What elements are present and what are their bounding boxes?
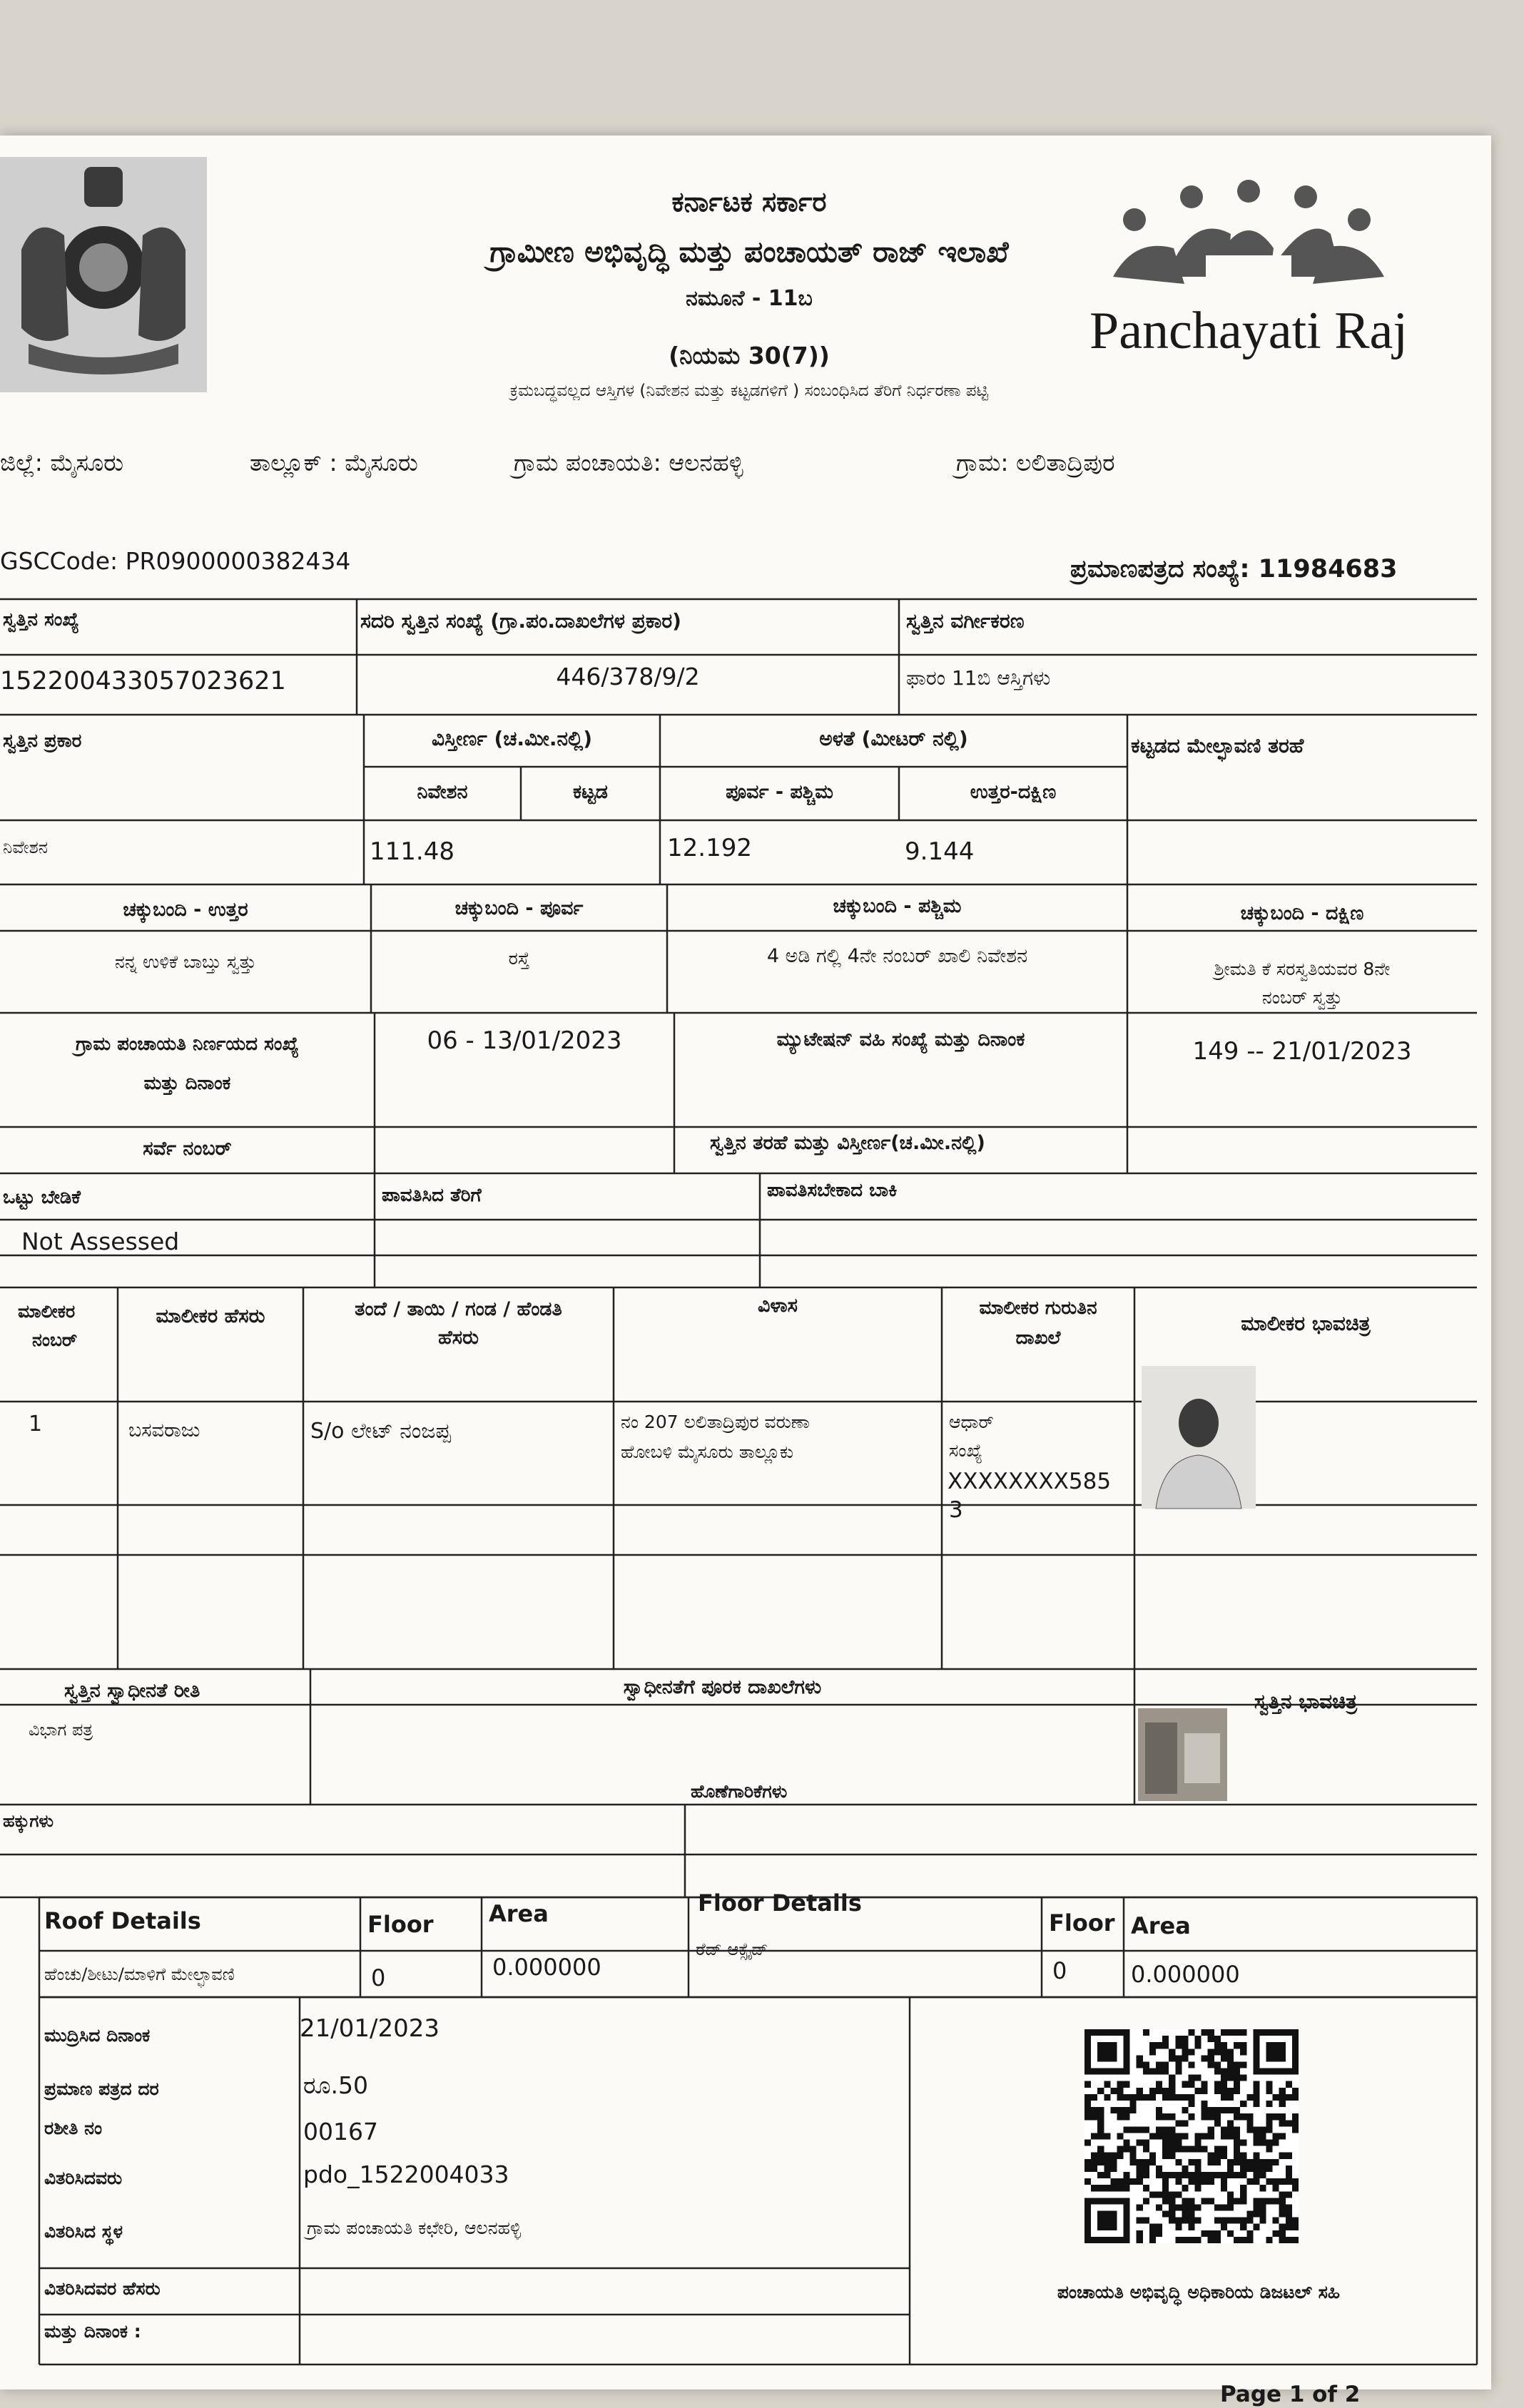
address-line2: ಹೋಬಳಿ ಮೈಸೂರು ತಾಲ್ಲೂಕು [621, 1442, 794, 1462]
roof-type-label: ಕಟ್ಟಡದ ಮೇಲ್ಛಾವಣಿ ತರಹೆ [1131, 734, 1304, 757]
print-date-label: ಮುದ್ರಿಸಿದ ದಿನಾಂಕ [44, 2025, 151, 2046]
old-property-id: 446/378/9/2 [556, 663, 700, 690]
survey-number-label: ಸರ್ವೆ ನಂಬರ್ [143, 1138, 232, 1160]
gram-panchayat: ಗ್ರಾಮ ಪಂಚಾಯತಿ: ಆಲನಹಳ್ಳಿ [514, 449, 743, 476]
boundary-east: ರಸ್ತೆ [508, 948, 530, 969]
certificate-fee-label: ಪ್ರಮಾಣ ಪತ್ರದ ದರ [44, 2078, 159, 2099]
boundary-south-line1: ಶ್ರೀಮತಿ ಕೆ ಸರಸ್ವತಿಯವರ 8ನೇ [1214, 959, 1391, 979]
owner-name: ಬಸವರಾಜು [128, 1419, 200, 1442]
owner-name-label: ಮಾಲೀಕರ ಹೆಸರು [156, 1305, 265, 1327]
owner-photo-label: ಮಾಲೀಕರ ಭಾವಚಿತ್ರ [1241, 1312, 1371, 1335]
print-date: 21/01/2023 [300, 2014, 440, 2043]
id-proof-number: XXXXXXXX585 [948, 1469, 1112, 1494]
floor-floor: 0 [1052, 1957, 1067, 1984]
liabilities-label: ಹೊಣೆಗಾರಿಕೆಗಳು [691, 1781, 788, 1802]
district: ಜಿಲ್ಲೆ: ಮೈಸೂರು [0, 449, 124, 476]
boundary-west: 4 ಅಡಿ ಗಲ್ಲಿ 4ನೇ ನಂಬರ್ ಖಾಲಿ ನಿವೇಶನ [766, 945, 1028, 967]
govt-title: ಕರ್ನಾಟಕ ಸರ್ಕಾರ [671, 186, 827, 218]
address-line1: ನಂ 207 ಲಲಿತಾದ್ರಿಪುರ ವರುಣಾ [621, 1412, 810, 1432]
area-label: ವಿಸ್ತೀರ್ಣ (ಚ.ಮೀ.ನಲ್ಲಿ) [431, 727, 593, 750]
site-label: ನಿವೇಶನ [417, 781, 468, 803]
site-area: 111.48 [370, 837, 454, 866]
possession-mode: ವಿಭಾಗ ಪತ್ರ [29, 1720, 93, 1740]
id-proof-type: ಆಧಾರ್ [949, 1412, 994, 1432]
north-south-label: ಉತ್ತರ-ದಕ್ಷಿಣ [970, 781, 1057, 803]
total-demand-value: Not Assessed [21, 1228, 180, 1255]
id-proof-word: ಸಂಖ್ಯೆ [949, 1440, 983, 1461]
issuer-name-label: ವಿತರಿಸಿದವರ ಹೆಸರು [44, 2278, 161, 2299]
issue-place: ಗ್ರಾಮ ಪಂಚಾಯತಿ ಕಛೇರಿ, ಆಲನಹಳ್ಳಿ [307, 2218, 522, 2238]
roof-details-title: Roof Details [44, 1907, 201, 1934]
gp-resolution-label-2: ಮತ್ತು ದಿನಾಂಕ [143, 1073, 231, 1094]
east-west-label: ಪೂರ್ವ - ಪಶ್ಚಿಮ [726, 781, 833, 803]
floor-details-title: Floor Details [698, 1889, 862, 1917]
receipt-number-label: ರಶೀತಿ ನಂ [44, 2118, 103, 2138]
and-date-label: ಮತ್ತು ದಿನಾಂಕ : [44, 2321, 141, 2342]
rights-label: ಹಕ್ಕುಗಳು [3, 1811, 54, 1831]
page-number: Page 1 of 2 [1220, 2382, 1361, 2407]
id-proof-label-1: ಮಾಲೀಕರ ಗುರುತಿನ [979, 1297, 1097, 1319]
floor-type: ರೆಡ್ ಆಕ್ಸೈಡ್ [696, 1939, 768, 1959]
boundary-north-label: ಚಕ್ಕುಬಂದಿ - ಉತ್ತರ [123, 899, 248, 921]
owner-number-label-1: ಮಾಲೀಕರ [18, 1301, 76, 1322]
possession-mode-label: ಸ್ವತ್ತಿನ ಸ್ವಾಧೀನತೆ ರೀತಿ [64, 1680, 200, 1702]
balance-due-label: ಪಾವತಿಸಬೇಕಾದ ಬಾಕಿ [767, 1180, 898, 1201]
owner-number: 1 [29, 1412, 43, 1437]
building-label: ಕಟ್ಟಡ [573, 781, 608, 803]
relation-name-label-1: ತಂದೆ / ತಾಯಿ / ಗಂಡ / ಹೆಂಡತಿ [355, 1298, 562, 1320]
classification-label: ಸ್ವತ್ತಿನ ವರ್ಗೀಕರಣ [906, 609, 1025, 633]
id-proof-number-end: 3 [949, 1497, 963, 1523]
owner-photo [1142, 1366, 1256, 1509]
east-west: 12.192 [667, 834, 752, 862]
property-id: 152200433057023621 [0, 667, 286, 695]
property-type: ನಿವೇಶನ [3, 837, 49, 857]
property-photo [1138, 1708, 1227, 1801]
type-and-area-label: ಸ್ವತ್ತಿನ ತರಹೆ ಮತ್ತು ವಿಸ್ತೀರ್ಣ(ಚ.ಮೀ.ನಲ್ಲಿ) [710, 1132, 985, 1154]
form-subtitle: ಕ್ರಮಬದ್ಧವಲ್ಲದ ಆಸ್ತಿಗಳ (ನಿವೇಶನ ಮತ್ತು ಕಟ್ಟಡಗಳಿಗೆ ) ಸಂಬಂಧಿಸಿದ ತೆರಿಗೆ ನಿರ್ಧರಣಾ ಪಟ್ಟಿ [509, 382, 989, 400]
old-id-label: ಸದರಿ ಸ್ವತ್ತಿನ ಸಂಖ್ಯೆ (ಗ್ರಾ.ಪಂ.ದಾಖಲೆಗಳ ಪ್ರಕಾರ) [360, 609, 681, 633]
department-title: ಗ್ರಾಮೀಣ ಅಭಿವೃದ್ಧಿ ಮತ್ತು ಪಂಚಾಯತ್ ರಾಜ್ ಇಲಾಖೆ [489, 235, 1009, 269]
boundary-west-label: ಚಕ್ಕುಬಂದಿ - ಪಶ್ಚಿಮ [833, 895, 962, 917]
floor-area: 0.000000 [1131, 1961, 1240, 1988]
digital-signature-caption: ಪಂಚಾಯತಿ ಅಭಿವೃದ್ಧಿ ಅಧಿಕಾರಿಯ ಡಿಜಟಲ್ ಸಹಿ [1057, 2282, 1341, 2302]
qr-code-icon [1084, 2019, 1299, 2254]
total-demand-label: ಒಟ್ಟು ಬೇಡಿಕೆ [3, 1187, 81, 1208]
boundary-south-line2: ನಂಬರ್ ಸ್ವತ್ತು [1261, 987, 1343, 1008]
relation-name-label-2: ಹೆಸರು [438, 1327, 479, 1349]
receipt-number: 00167 [303, 2118, 378, 2146]
floor-area-label: Area [1131, 1912, 1191, 1939]
mutation-label: ಮ್ಯುಟೇಷನ್ ವಹಿ ಸಂಖ್ಯೆ ಮತ್ತು ದಿನಾಂಕ [776, 1029, 1025, 1051]
possession-docs-label: ಸ್ವಾಧೀನತೆಗೆ ಪೂರಕ ದಾಖಲೆಗಳು [623, 1676, 822, 1698]
roof-type: ಹೆಂಚು/ಶೀಟು/ಮಾಳಿಗೆ ಮೇಲ್ಛಾವಣಿ [44, 1964, 235, 1984]
taluk: ತಾಲ್ಲೂಕ್ : ಮೈಸೂರು [250, 449, 418, 476]
gp-resolution-label-1: ಗ್ರಾಮ ಪಂಚಾಯತಿ ನಿರ್ಣಯದ ಸಂಖ್ಯೆ [76, 1034, 299, 1055]
classification-value: ಫಾರಂ 11ಬಿ ಆಸ್ತಿಗಳು [906, 666, 1051, 690]
village: ಗ್ರಾಮ: ಲಲಿತಾದ್ರಿಪುರ [956, 449, 1115, 476]
address-label: ವಿಳಾಸ [758, 1295, 798, 1317]
gp-resolution-value: 06 - 13/01/2023 [427, 1026, 622, 1055]
svg-text:Panchayati Raj: Panchayati Raj [1089, 302, 1408, 360]
floor-floor-label: Floor [1049, 1909, 1115, 1937]
property-type-label: ಸ್ವತ್ತಿನ ಪ್ರಕಾರ [3, 730, 82, 752]
boundary-south-label: ಚಕ್ಕುಬಂದಿ - ದಕ್ಷಿಣ [1240, 902, 1364, 924]
issue-place-label: ವಿತರಿಸಿದ ಸ್ಥಳ [44, 2221, 123, 2242]
owner-number-label-2: ನಂಬರ್ [32, 1330, 78, 1350]
gsc-code: GSCCode: PR0900000382434 [0, 547, 351, 575]
mutation-value: 149 -- 21/01/2023 [1192, 1037, 1412, 1066]
certificate-number: ಪ್ರಮಾಣಪತ್ರದ ಸಂಖ್ಯೆ: 11984683 [1070, 555, 1398, 583]
certificate-fee: ರೂ.50 [303, 2071, 368, 2099]
relation-name: S/o ಲೇಟ್ ನಂಜಪ್ಪ [310, 1419, 451, 1444]
property-photo-label: ಸ್ವತ್ತಿನ ಭಾವಚಿತ್ರ [1254, 1690, 1358, 1713]
roof-area: 0.000000 [492, 1954, 601, 1981]
roof-floor: 0 [371, 1964, 386, 1991]
roof-area-label: Area [489, 1900, 549, 1927]
boundary-east-label: ಚಕ್ಕುಬಂದಿ - ಪೂರ್ವ [454, 897, 584, 919]
tax-paid-label: ಪಾವತಿಸಿದ ತೆರಿಗೆ [382, 1185, 482, 1206]
certificate-sheet [0, 136, 1491, 2407]
rule-number: (ನಿಯಮ 30(7)) [669, 342, 830, 369]
roof-floor-label: Floor [367, 1911, 434, 1938]
dimension-label: ಅಳತೆ (ಮೀಟರ್ ನಲ್ಲಿ) [819, 727, 968, 750]
form-number: ನಮೂನೆ - 11ಬ [686, 286, 813, 311]
boundary-north: ನನ್ನ ಉಳಿಕೆ ಬಾಬ್ತು ಸ್ವತ್ತು [114, 952, 257, 972]
id-proof-label-2: ದಾಖಲೆ [1015, 1327, 1061, 1349]
issued-by-label: ವಿತರಿಸಿದವರು [44, 2168, 123, 2188]
north-south: 9.144 [905, 837, 975, 866]
property-id-label: ಸ್ವತ್ತಿನ ಸಂಖ್ಯೆ [3, 609, 79, 631]
issuer-id: pdo_1522004033 [303, 2160, 509, 2188]
